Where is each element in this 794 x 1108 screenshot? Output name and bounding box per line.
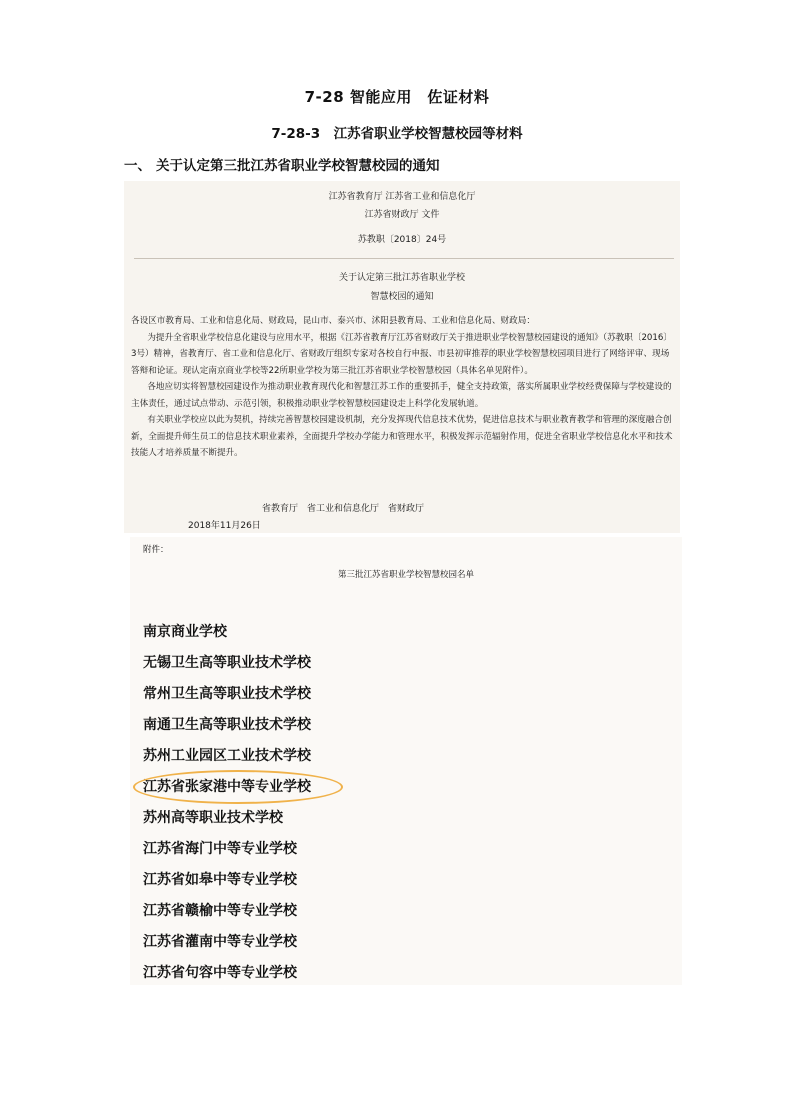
section-title: 关于认定第三批江苏省职业学校智慧校园的通知 — [156, 158, 440, 174]
school-item: 江苏省海门中等专业学校 — [143, 841, 297, 857]
notice-salutation: 各设区市教育局、工业和信息化局、财政局，昆山市、泰兴市、沭阳县教育局、工业和信息化局、财政局： — [131, 316, 535, 326]
section-heading — [124, 154, 440, 174]
school-item: 江苏省句容中等专业学校 — [143, 965, 297, 981]
school-item: 江苏省灌南中等专业学校 — [143, 934, 297, 950]
notice-paragraph-3: 有关职业学校应以此为契机，持续完善智慧校园建设机制，充分发挥现代信息技术优势，促进信息技术与职业教育教学和管理的深度融合创新，全面提升师生员工的信息技术职业素养，全面提升学校办学能力和管理水平，积极发挥示范辐射作用，促进全省职业学校信息化水平和技术技能人才培养质量不断提升。 — [131, 415, 673, 458]
notice-divider — [134, 258, 674, 259]
notice-document-image — [124, 181, 680, 533]
notice-title-line2: 智慧校园的通知 — [370, 292, 434, 302]
notice-signatories: 省教育厅 省工业和信息化厅 省财政厅 — [262, 504, 425, 514]
school-item: 无锡卫生高等职业技术学校 — [143, 655, 311, 671]
attachment-heading: 第三批江苏省职业学校智慧校园名单 — [337, 570, 474, 580]
notice-paragraph-1: 为提升全省职业学校信息化建设与应用水平，根据《江苏省教育厅江苏省财政厅关于推进职业学校智慧校园建设的通知》（苏教职〔2016〕3号）精神，省教育厅、省工业和信息化厅、省财政厅组织专家对各校自行申报、市县初审推荐的职业学校智慧校园项目进行了网络评审、现场答辩和论证。现认定南京商业学校等22所职业学校为第三批江苏省职业学校智慧校园（具体名单见附件）。 — [131, 332, 672, 376]
notice-title-line1: 关于认定第三批江苏省职业学校 — [338, 273, 465, 283]
school-item: 江苏省如皋中等专业学校 — [143, 872, 297, 888]
attachment-label: 附件： — [143, 545, 169, 555]
notice-issuer-line1: 江苏省教育厅 江苏省工业和信息化厅 — [328, 192, 476, 202]
notice-date: 2018年11月26日 — [188, 521, 261, 531]
page-title: 7-28 智能应用 佐证材料 — [304, 88, 490, 106]
notice-issuer-line2: 江苏省财政厅 文件 — [364, 210, 440, 220]
school-item: 江苏省赣榆中等专业学校 — [143, 903, 297, 919]
page-subtitle: 7-28-3 江苏省职业学校智慧校园等材料 — [271, 126, 523, 142]
section-number: 一、 — [124, 158, 151, 174]
school-item: 苏州高等职业技术学校 — [143, 810, 283, 826]
school-item: 常州卫生高等职业技术学校 — [143, 686, 311, 702]
notice-paragraph-2: 各地应切实将智慧校园建设作为推动职业教育现代化和智慧江苏工作的重要抓手，健全支持政策，落实所属职业学校经费保障与学校建设的主体责任，通过试点带动、示范引领，积极推动职业学校智慧校园建设走上科学化发展轨道。 — [131, 382, 672, 409]
notice-doc-number: 苏教职〔2018〕24号 — [357, 235, 447, 245]
school-item: 南通卫生高等职业技术学校 — [143, 717, 311, 733]
highlight-ellipse — [133, 770, 343, 804]
school-item-highlighted: 江苏省张家港中等专业学校 — [143, 779, 311, 795]
school-item: 苏州工业园区工业技术学校 — [143, 748, 311, 764]
notice-body — [131, 313, 676, 462]
school-item: 南京商业学校 — [143, 624, 227, 640]
attachment-list-image — [130, 537, 682, 985]
